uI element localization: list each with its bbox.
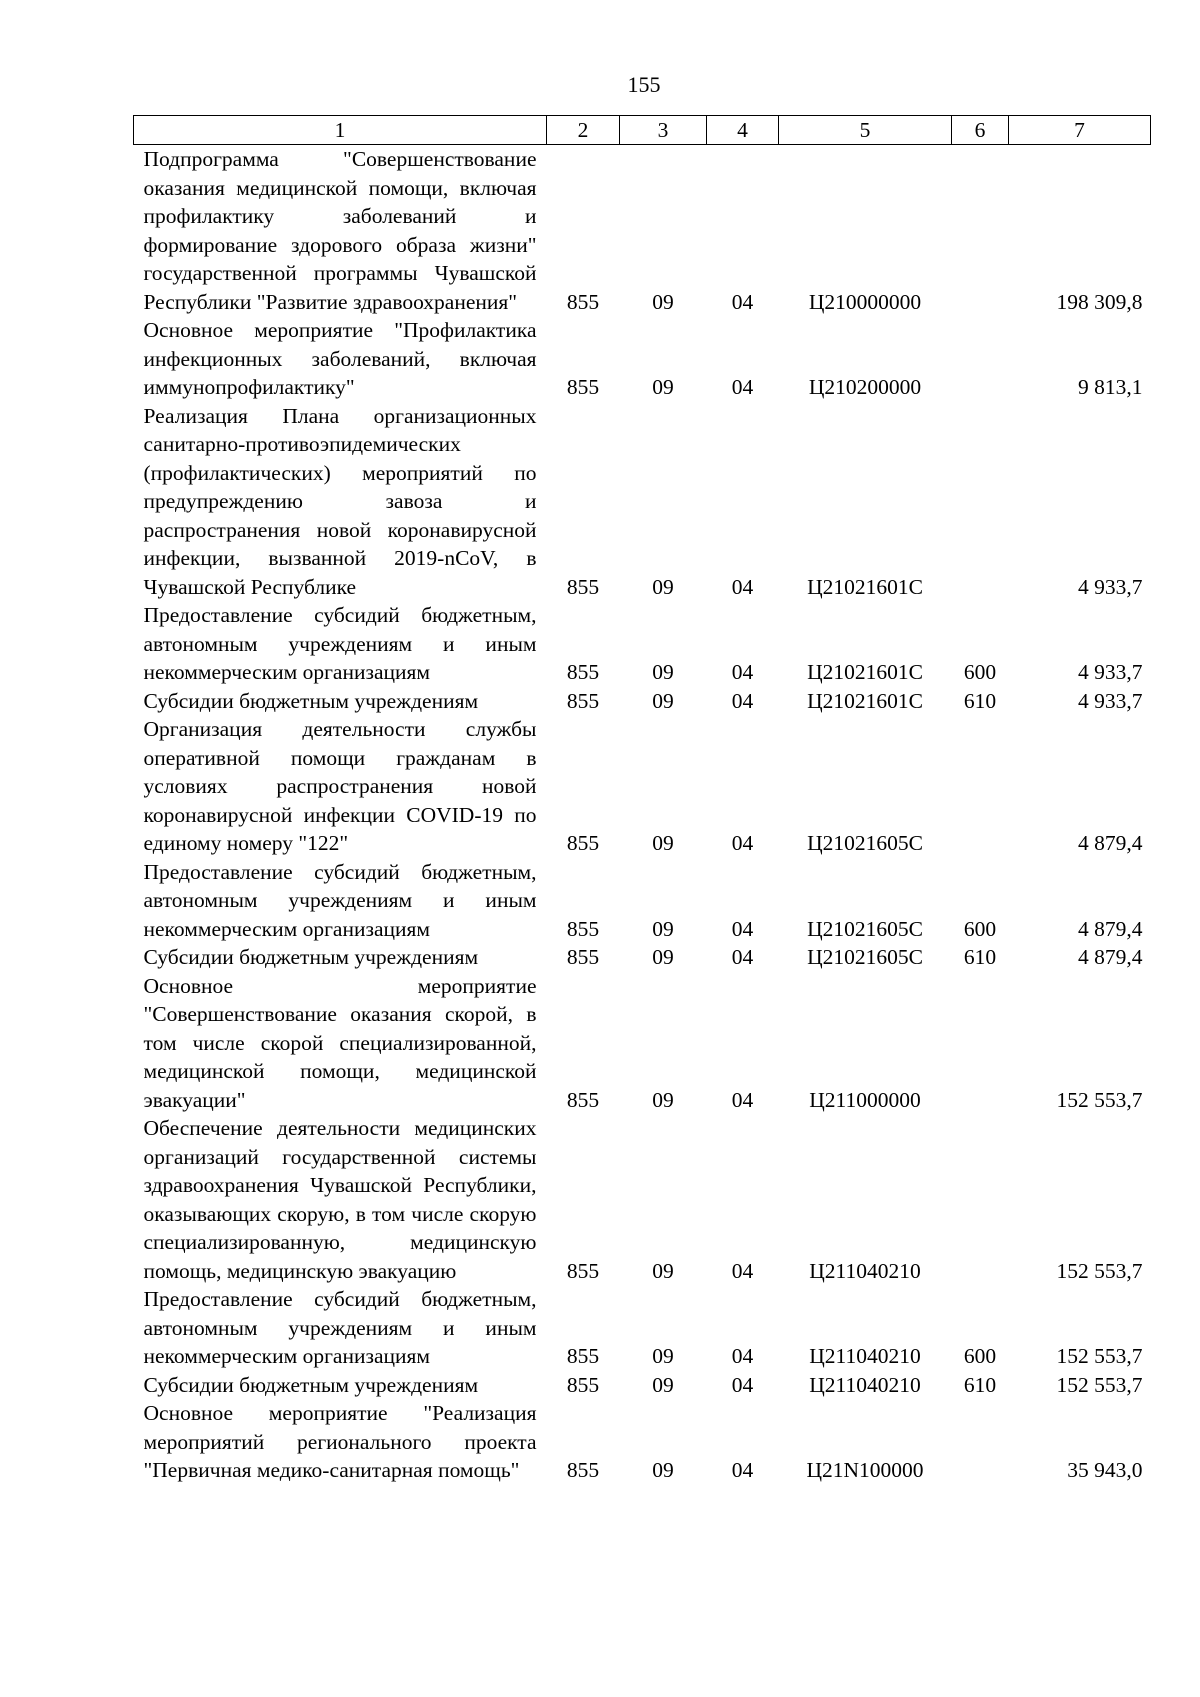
row-amount: 4 933,7 <box>1078 574 1143 599</box>
table-row <box>134 687 1151 716</box>
row-target-article: Ц211040210 <box>809 1372 921 1397</box>
row-section: 09 <box>652 945 674 969</box>
row-name: Подпрограмма "Совершенствование оказания медицинской помощи, включая профилактику заболеваний и формирование здорового образа жизни" государственной программы Чувашской Республики "Развитие здравоохранения" <box>143 147 537 314</box>
row-target-article: Ц21021605С <box>807 831 923 855</box>
row-subsection: 04 <box>731 375 754 399</box>
table-row <box>134 402 1151 602</box>
table-row <box>134 858 1151 944</box>
row-target-article: Ц211040210 <box>809 1258 921 1283</box>
row-target-article: Ц210000000 <box>808 289 922 314</box>
row-amount: 198 309,8 <box>1056 289 1143 314</box>
header-col-2: 2 <box>547 116 620 145</box>
row-target-article: Ц21021601С <box>807 688 923 713</box>
row-name: Предоставление субсидий бюджетным, автономным учреждениям и иным некоммерческим организациям <box>143 603 537 684</box>
row-section: 09 <box>652 831 674 855</box>
row-expense-type <box>952 972 1009 1115</box>
row-ministry-code: 855 <box>566 289 600 314</box>
row-section: 09 <box>652 289 674 314</box>
row-section: 09 <box>652 660 674 684</box>
row-ministry-code: 855 <box>566 1372 600 1397</box>
row-amount: 152 553,7 <box>1056 1344 1143 1368</box>
row-expense-type <box>952 1114 1009 1285</box>
row-section: 09 <box>652 574 674 599</box>
row-amount: 9 813,1 <box>1078 375 1143 399</box>
header-col-1: 1 <box>134 116 547 145</box>
row-ministry-code: 855 <box>566 688 600 713</box>
table-row <box>134 715 1151 858</box>
header-col-6: 6 <box>952 116 1009 145</box>
row-ministry-code: 855 <box>566 660 600 684</box>
row-target-article: Ц21021601С <box>807 574 923 599</box>
row-ministry-code: 855 <box>566 1344 600 1368</box>
row-name: Субсидии бюджетным учреждениям <box>143 945 479 969</box>
row-expense-type <box>952 402 1009 602</box>
table-row <box>134 1371 1151 1400</box>
table-row <box>134 972 1151 1115</box>
row-section: 09 <box>652 1458 674 1482</box>
row-subsection: 04 <box>731 1258 754 1283</box>
row-ministry-code: 855 <box>566 945 600 969</box>
row-expense-type: 600 <box>963 660 997 684</box>
row-name: Субсидии бюджетным учреждениям <box>143 1372 479 1397</box>
row-name: Организация деятельности службы оперативной помощи гражданам в условиях распространения новой коронавирусной инфекции COVID-19 по единому номеру "122" <box>143 717 537 855</box>
table-row <box>134 1285 1151 1371</box>
row-subsection: 04 <box>731 688 754 713</box>
row-subsection: 04 <box>731 916 754 941</box>
row-ministry-code: 855 <box>566 1258 600 1283</box>
row-section: 09 <box>652 916 674 941</box>
row-section: 09 <box>652 1258 674 1283</box>
row-section: 09 <box>652 688 674 713</box>
table-row <box>134 601 1151 687</box>
row-amount: 4 879,4 <box>1078 831 1143 855</box>
row-subsection: 04 <box>731 1372 754 1397</box>
row-name: Предоставление субсидий бюджетным, автономным учреждениям и иным некоммерческим организациям <box>143 859 537 941</box>
row-amount: 4 879,4 <box>1078 945 1143 969</box>
header-col-3: 3 <box>620 116 707 145</box>
row-section: 09 <box>652 1344 674 1368</box>
row-expense-type <box>952 316 1009 402</box>
row-name: Субсидии бюджетным учреждениям <box>143 688 479 713</box>
row-name: Основное мероприятие "Совершенствование оказания скорой, в том числе скорой специализированной, медицинской помощи, медицинской эвакуации" <box>143 973 537 1112</box>
table-body <box>134 145 1151 1485</box>
row-subsection: 04 <box>731 945 754 969</box>
page-number: 155 <box>627 72 661 97</box>
row-name: Обеспечение деятельности медицинских организаций государственной системы здравоохранения Чувашской Республики, оказывающих скорую, в том числе скорую специализированную, медицинскую помощь, медицинскую эвакуацию <box>143 1116 537 1283</box>
row-ministry-code: 855 <box>566 1458 600 1482</box>
row-amount: 35 943,0 <box>1067 1458 1143 1482</box>
row-name: Основное мероприятие "Реализация мероприятий регионального проекта "Первичная медико-санитарная помощь" <box>143 1401 537 1482</box>
row-amount: 4 933,7 <box>1078 688 1143 713</box>
row-ministry-code: 855 <box>566 375 600 399</box>
table-row <box>134 1399 1151 1485</box>
row-target-article: Ц211040210 <box>809 1344 921 1368</box>
row-expense-type <box>952 145 1009 317</box>
row-subsection: 04 <box>731 289 754 314</box>
row-expense-type: 600 <box>963 1344 997 1368</box>
row-subsection: 04 <box>731 831 754 855</box>
row-target-article: Ц21N100000 <box>806 1458 924 1482</box>
row-target-article: Ц21021605С <box>807 916 923 941</box>
row-subsection: 04 <box>731 1344 754 1368</box>
table-row <box>134 316 1151 402</box>
table-row <box>134 145 1151 317</box>
row-expense-type: 600 <box>963 916 997 941</box>
row-name: Реализация Плана организационных санитарно-противоэпидемических (профилактических) мероприятий по предупреждению завоза и распространения новой коронавирусной инфекции, вызванной 2019-nCoV, в Чувашской Республике <box>143 403 537 599</box>
row-subsection: 04 <box>731 574 754 599</box>
row-name: Предоставление субсидий бюджетным, автономным учреждениям и иным некоммерческим организациям <box>143 1287 537 1368</box>
row-target-article: Ц211000000 <box>809 1087 921 1112</box>
row-target-article: Ц21021605С <box>807 945 923 969</box>
row-expense-type: 610 <box>963 945 997 969</box>
header-col-5: 5 <box>779 116 952 145</box>
row-target-article: Ц210200000 <box>808 375 922 399</box>
row-expense-type: 610 <box>963 688 997 713</box>
row-amount: 152 553,7 <box>1056 1372 1143 1397</box>
row-ministry-code: 855 <box>566 574 600 599</box>
row-subsection: 04 <box>731 1458 754 1482</box>
row-ministry-code: 855 <box>566 916 600 941</box>
row-amount: 152 553,7 <box>1056 1087 1143 1112</box>
header-col-7: 7 <box>1009 116 1151 145</box>
row-expense-type: 610 <box>963 1372 997 1397</box>
table-row <box>134 943 1151 972</box>
row-amount: 4 879,4 <box>1078 916 1143 941</box>
row-target-article: Ц21021601С <box>807 660 923 684</box>
row-subsection: 04 <box>731 660 754 684</box>
header-row <box>134 116 1151 145</box>
row-amount: 4 933,7 <box>1078 660 1143 684</box>
row-ministry-code: 855 <box>566 1087 600 1112</box>
row-ministry-code: 855 <box>566 831 600 855</box>
row-amount: 152 553,7 <box>1056 1258 1143 1283</box>
table-row <box>134 1114 1151 1285</box>
row-subsection: 04 <box>731 1087 754 1112</box>
row-expense-type <box>952 1399 1009 1485</box>
budget-table <box>133 115 1151 1485</box>
row-section: 09 <box>652 375 674 399</box>
header-col-4: 4 <box>707 116 779 145</box>
row-section: 09 <box>652 1087 674 1112</box>
row-expense-type <box>952 715 1009 858</box>
row-section: 09 <box>652 1372 674 1397</box>
row-name: Основное мероприятие "Профилактика инфекционных заболеваний, включая иммунопрофилактику" <box>143 318 537 399</box>
